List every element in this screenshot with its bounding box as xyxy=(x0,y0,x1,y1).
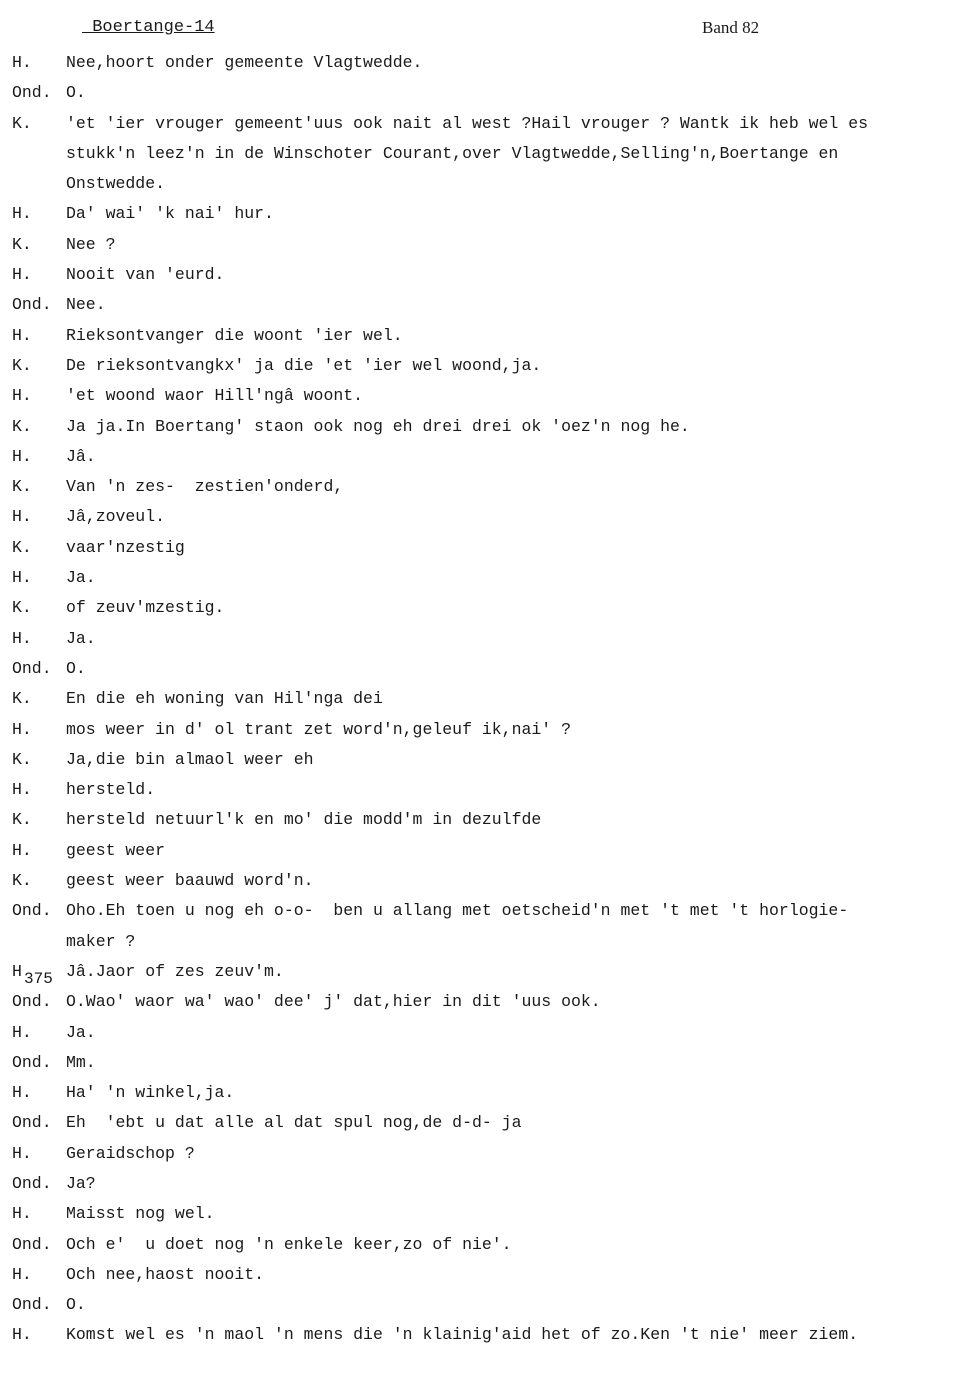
transcript-line xyxy=(0,1139,979,1169)
speaker-label: K. xyxy=(12,810,32,830)
utterance-text: vaar'nzestig xyxy=(66,537,185,557)
speaker-label: H. xyxy=(12,1083,32,1103)
transcript-line xyxy=(0,563,979,593)
speaker-label: K. xyxy=(12,355,32,375)
transcript-line xyxy=(0,624,979,654)
utterance-text: Geraidschop ? xyxy=(66,1143,195,1163)
speaker-label: Ond. xyxy=(12,295,52,315)
transcript-line xyxy=(0,48,979,78)
transcript-line xyxy=(0,715,979,745)
transcript-line xyxy=(0,957,979,987)
utterance-text: En die eh woning van Hil'nga dei xyxy=(66,689,383,709)
speaker-label: K. xyxy=(12,416,32,436)
utterance-text: O.Wao' waor wa' wao' dee' j' dat,hier in dit 'uus ook. xyxy=(66,992,601,1012)
speaker-label: Ond. xyxy=(12,901,52,921)
utterance-text: of zeuv'mzestig. xyxy=(66,598,225,618)
utterance-text: Jâ. xyxy=(66,446,96,466)
utterance-text: Mm. xyxy=(66,1052,96,1072)
transcript-line xyxy=(0,442,979,472)
utterance-text: Ja,die bin almaol weer eh xyxy=(66,749,314,769)
utterance-text: 'et 'ier vrouger gemeent'uus ook nait al west ?Hail vrouger ? Wantk ik heb wel es xyxy=(66,113,869,133)
transcript-line xyxy=(0,805,979,835)
transcript-line xyxy=(0,412,979,442)
utterance-text: 'et woond waor Hill'ngâ woont. xyxy=(66,386,364,406)
transcript-line xyxy=(0,684,979,714)
tape-reference: Band 82 xyxy=(702,18,760,37)
transcript-line xyxy=(0,1048,979,1078)
transcript-line xyxy=(0,987,979,1017)
speaker-label: H. xyxy=(12,1143,32,1163)
transcript-line xyxy=(0,169,979,199)
transcript-line xyxy=(0,533,979,563)
transcript-line xyxy=(0,472,979,502)
transcript-line xyxy=(0,1290,979,1320)
speaker-label: H. xyxy=(12,446,32,466)
utterance-text: Ja? xyxy=(66,1173,96,1193)
speaker-label: K. xyxy=(12,113,32,133)
utterance-text: Nooit van 'eurd. xyxy=(66,265,225,285)
speaker-label: H. xyxy=(12,386,32,406)
transcript-line xyxy=(0,775,979,805)
utterance-text: geest weer xyxy=(66,840,166,860)
transcript-line xyxy=(0,78,979,108)
speaker-label: H. xyxy=(12,628,32,648)
utterance-text: Maisst nog wel. xyxy=(66,1204,215,1224)
utterance-text: Ja. xyxy=(66,628,96,648)
speaker-label: K. xyxy=(12,234,32,254)
transcript-line xyxy=(0,230,979,260)
speaker-label: K. xyxy=(12,871,32,891)
utterance-text: Jâ.Jaor of zes zeuv'm. xyxy=(66,961,284,981)
utterance-text: Eh 'ebt u dat alle al dat spul nog,de d-d- ja xyxy=(66,1113,522,1133)
transcript-line xyxy=(0,1230,979,1260)
transcript-line xyxy=(0,1018,979,1048)
transcript-line xyxy=(0,1199,979,1229)
speaker-label: H xyxy=(12,961,22,981)
speaker-label: Ond. xyxy=(12,992,52,1012)
speaker-label: Ond. xyxy=(12,1173,52,1193)
speaker-label: K. xyxy=(12,749,32,769)
utterance-text: O. xyxy=(66,658,86,678)
utterance-text: O. xyxy=(66,1295,86,1315)
speaker-label: H. xyxy=(12,325,32,345)
transcript-line xyxy=(0,654,979,684)
utterance-text: mos weer in d' ol trant zet word'n,geleuf ik,nai' ? xyxy=(66,719,571,739)
utterance-text: Nee,hoort onder gemeente Vlagtwedde. xyxy=(66,53,423,72)
transcript-line xyxy=(0,836,979,866)
transcript-line xyxy=(0,927,979,957)
speaker-label xyxy=(0,169,66,199)
utterance-text: Ha' 'n winkel,ja. xyxy=(66,1083,235,1103)
utterance-text: geest weer baauwd word'n. xyxy=(66,871,314,891)
utterance-text: Van 'n zes- zestien'onderd, xyxy=(66,477,344,497)
speaker-label xyxy=(0,927,66,957)
utterance-text: De rieksontvangkx' ja die 'et 'ier wel woond,ja. xyxy=(66,355,542,375)
speaker-label: H. xyxy=(12,507,32,527)
transcript-line xyxy=(0,1108,979,1138)
utterance-text: Nee. xyxy=(66,295,106,315)
transcript-line xyxy=(0,351,979,381)
transcript-line xyxy=(0,1169,979,1199)
transcript-line xyxy=(0,1320,979,1350)
speaker-label xyxy=(0,139,66,169)
utterance-text: Komst wel es 'n maol 'n mens die 'n klainig'aid het of zo.Ken 't nie' meer ziem. xyxy=(66,1325,859,1345)
utterance-text: Nee ? xyxy=(66,234,116,254)
transcript-lines xyxy=(0,48,979,1351)
speaker-label: H. xyxy=(12,568,32,588)
speaker-label: K. xyxy=(12,477,32,497)
margin-number: 375 xyxy=(24,970,53,988)
transcript-line xyxy=(0,866,979,896)
transcript-line xyxy=(0,593,979,623)
transcript-line xyxy=(0,199,979,229)
utterance-text: Och nee,haost nooit. xyxy=(66,1264,265,1284)
utterance-text: Och e' u doet nog 'n enkele keer,zo of nie'. xyxy=(66,1234,512,1254)
transcript-line xyxy=(0,321,979,351)
transcript-line xyxy=(0,502,979,532)
speaker-label: H. xyxy=(12,1204,32,1224)
speaker-label: H. xyxy=(12,1264,32,1284)
transcript-line xyxy=(0,745,979,775)
speaker-label: Ond. xyxy=(12,658,52,678)
speaker-label: K. xyxy=(12,598,32,618)
utterance-text: Jâ,zoveul. xyxy=(66,507,166,527)
speaker-label: H. xyxy=(12,1325,32,1345)
utterance-text: Ja. xyxy=(66,568,96,588)
utterance-text: O. xyxy=(66,83,86,103)
utterance-text: hersteld netuurl'k en mo' die modd'm in dezulfde xyxy=(66,810,542,830)
transcript-line xyxy=(0,260,979,290)
utterance-text: Ja. xyxy=(66,1022,96,1042)
speaker-label: H. xyxy=(12,204,32,224)
utterance-text: Da' wai' 'k nai' hur. xyxy=(66,204,274,224)
transcript-line xyxy=(0,381,979,411)
transcript-line xyxy=(0,139,979,169)
speaker-label: H. xyxy=(12,719,32,739)
utterance-text: hersteld. xyxy=(66,780,156,800)
utterance-text: maker ? xyxy=(66,931,136,951)
transcript-line xyxy=(0,109,979,139)
speaker-label: H. xyxy=(12,1022,32,1042)
utterance-text: Oho.Eh toen u nog eh o-o- ben u allang met oetscheid'n met 't met 't horlogie- xyxy=(66,901,849,921)
speaker-label: K. xyxy=(12,537,32,557)
document-title: _Boertange-14 xyxy=(82,18,215,37)
utterance-text: stukk'n leez'n in de Winschoter Courant,over Vlagtwedde,Selling'n,Boertange en xyxy=(66,143,839,163)
transcript-line xyxy=(0,1260,979,1290)
speaker-label: Ond. xyxy=(12,1234,52,1254)
speaker-label: Ond. xyxy=(12,1113,52,1133)
speaker-label: Ond. xyxy=(12,1052,52,1072)
speaker-label: K. xyxy=(12,689,32,709)
transcript-line xyxy=(0,1078,979,1108)
transcript-line xyxy=(0,290,979,320)
transcript-line xyxy=(0,896,979,926)
utterance-text: Ja ja.In Boertang' staon ook nog eh drei drei ok 'oez'n nog he. xyxy=(66,416,690,436)
speaker-label: Ond. xyxy=(12,83,52,103)
speaker-label: H. xyxy=(12,53,32,72)
utterance-text: Rieksontvanger die woont 'ier wel. xyxy=(66,325,403,345)
speaker-label: H. xyxy=(12,780,32,800)
speaker-label: Ond. xyxy=(12,1295,52,1315)
speaker-label: H. xyxy=(12,265,32,285)
utterance-text: Onstwedde. xyxy=(66,174,166,194)
speaker-label: H. xyxy=(12,840,32,860)
